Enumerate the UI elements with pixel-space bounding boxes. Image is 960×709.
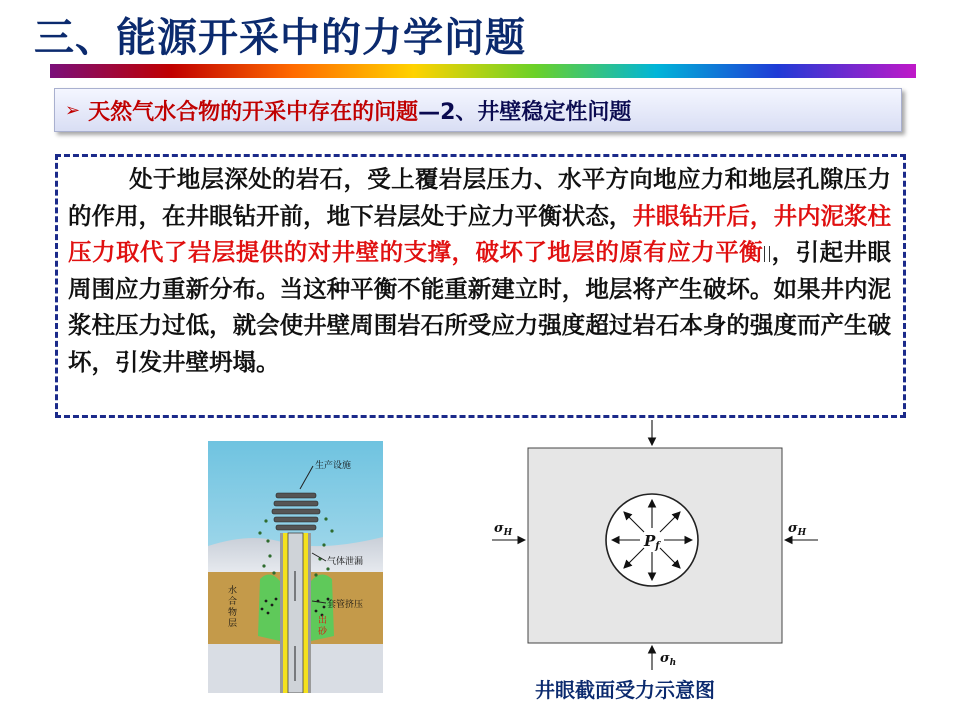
label-gas-leak: 气体泄漏: [327, 557, 364, 567]
label-facility: 生产设施: [315, 461, 352, 471]
svg-text:Pf: $P_f$: [644, 532, 660, 552]
label-layer-2: 合: [228, 597, 238, 607]
sigma-h-bottom: σ: [660, 651, 670, 666]
paragraph-part-3: ，引起井眼周围应力重新分布。当这种平衡不能重新建立时，地层将产生破坏。如果井内泥浆柱压力过低，就会使井壁周围岩石所受应力强度超过岩石本身的强度而产生破坏，引发井壁坍塌。: [68, 238, 892, 376]
label-sand-1: 出: [318, 616, 328, 626]
svg-text:σh: $\sigma_h$: [660, 651, 677, 668]
label-layer-3: 物: [228, 608, 238, 618]
sigma-h-right: σ: [788, 521, 798, 536]
wellbore-stress-diagram: [478, 418, 828, 673]
label-sand-2: 砂: [318, 627, 328, 637]
page-title: 三、能源开采中的力学问题: [34, 15, 526, 61]
sigma-h-left: σ: [494, 521, 504, 536]
well-illustration: [208, 441, 383, 693]
text-cursor-icon: [764, 246, 770, 262]
diagram-caption: 井眼截面受力示意图: [535, 678, 715, 702]
subtitle-lead: 天然气水合物的开采中存在的问题: [88, 99, 419, 125]
title-underline-bar: [50, 64, 916, 78]
svg-text:σH: $\sigma_H$: [494, 521, 513, 538]
pf-label: P: [644, 532, 656, 550]
subtitle-tail: —2、井壁稳定性问题: [418, 99, 632, 125]
label-layer-4: 层: [228, 619, 238, 629]
label-layer-1: 水: [228, 586, 238, 596]
body-paragraph: [68, 161, 891, 380]
svg-text:σH: $\sigma_H$: [788, 521, 807, 538]
paragraph-box: [55, 154, 906, 418]
subtitle-banner: [54, 88, 902, 132]
label-casing: 套管挤压: [327, 600, 364, 610]
paragraph-part-1: 处于地层深处的岩石，受上覆岩层压力、水平方向地应力和地层孔隙压力的作用，在井眼钻开前，地下岩层处于应力平衡状态，: [68, 165, 891, 230]
paragraph-highlight: 井眼钻开后，井内泥浆柱压力取代了岩层提供的对井壁的支撑，破坏了地层的原有应力平衡: [68, 201, 892, 266]
arrow-bullet-icon: ➢: [65, 99, 81, 121]
